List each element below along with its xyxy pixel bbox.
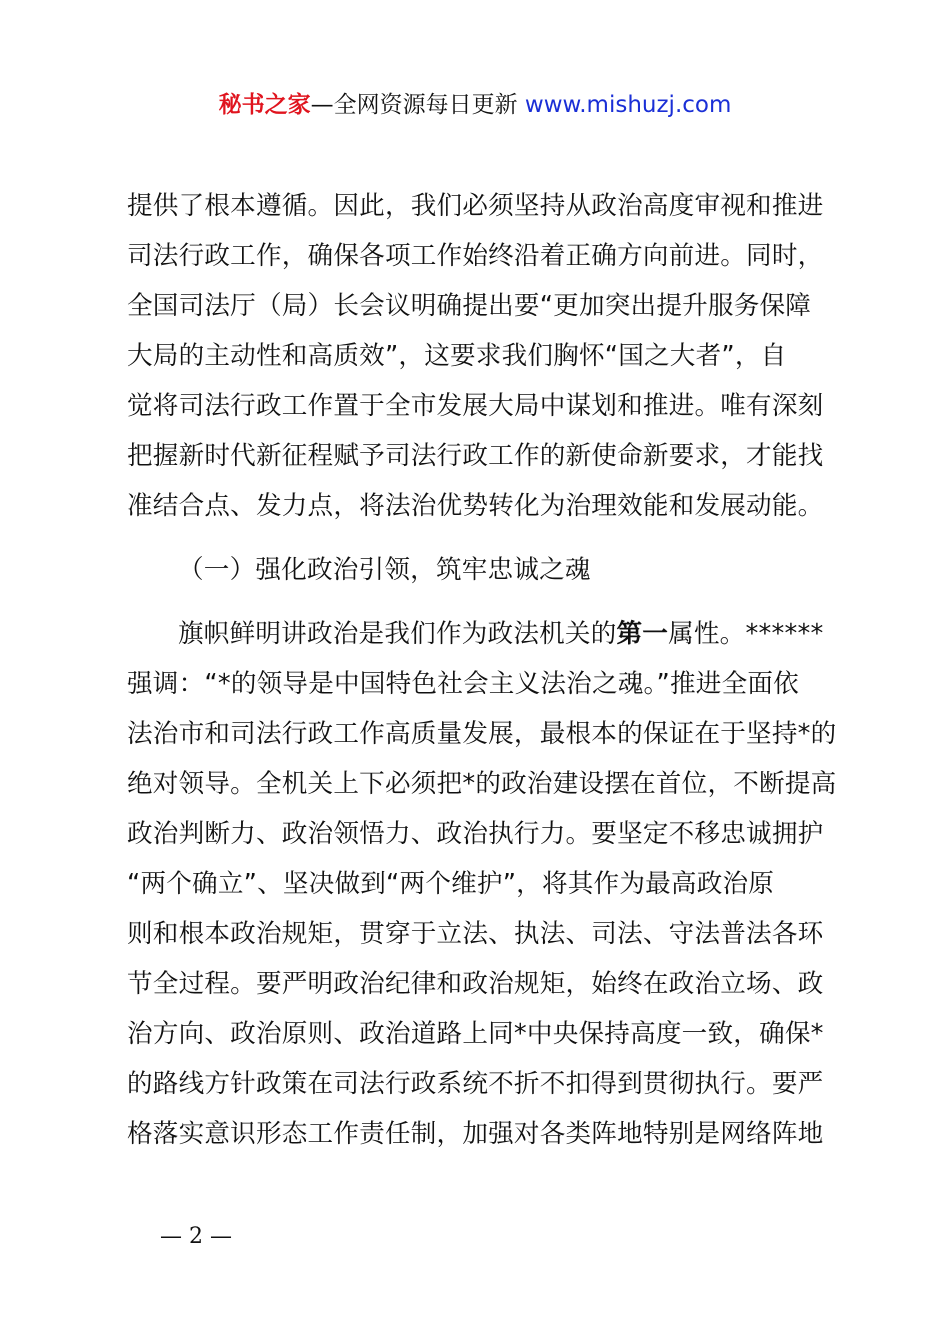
text-line: 则和根本政治规矩，贯穿于立法、执法、司法、守法普法各环: [127, 919, 824, 949]
paragraph-1: [127, 181, 833, 531]
text-line: 强调：“*的领导是中国特色社会主义法治之魂。”推进全面依: [127, 669, 799, 699]
site-header: [0, 88, 950, 122]
text-segment: 旗帜鲜明讲政治是我们作为政法机关的: [178, 619, 617, 649]
bold-text: 第一: [616, 619, 669, 649]
text-line: 节全过程。要严明政治纪律和政治规矩，始终在政治立场、政: [127, 969, 824, 999]
paragraph-2: [127, 609, 837, 1159]
text-line: 准结合点、发力点，将法治优势转化为治理效能和发展动能。: [127, 491, 824, 521]
header-tagline: —全网资源每日更新: [310, 92, 525, 118]
text-line: 觉将司法行政工作置于全市发展大局中谋划和推进。唯有深刻: [127, 391, 824, 421]
text-line: 大局的主动性和高质效”，这要求我们胸怀“国之大者”，自: [127, 341, 787, 371]
brand-name: 秘书之家: [218, 92, 311, 118]
text-line: “两个确立”、坚决做到“两个维护”，将其作为最高政治原: [127, 869, 775, 899]
text-line: 治方向、政治原则、政治道路上同*中央保持高度一致，确保*: [127, 1019, 824, 1049]
text-line: 全国司法厅（局）长会议明确提出要“更加突出提升服务保障: [127, 291, 812, 321]
document-body: [127, 181, 837, 1159]
text-line: 政治判断力、政治领悟力、政治执行力。要坚定不移忠诚拥护: [127, 819, 824, 849]
text-segment: 属性。******: [668, 619, 824, 649]
section-heading: （一）强化政治引领，筑牢忠诚之魂: [178, 555, 591, 585]
text-line: 提供了根本遵循。因此，我们必须坚持从政治高度审视和推进: [127, 191, 824, 221]
text-line: 的路线方针政策在司法行政系统不折不扣得到贯彻执行。要严: [127, 1069, 824, 1099]
text-line-first: [127, 609, 833, 659]
text-line: 格落实意识形态工作责任制，加强对各类阵地特别是网络阵地: [127, 1119, 824, 1149]
site-url-link[interactable]: www.mishuzj.com: [524, 92, 732, 118]
text-line: 司法行政工作，确保各项工作始终沿着正确方向前进。同时，: [127, 241, 824, 271]
text-line: 绝对领导。全机关上下必须把*的政治建设摆在首位，不断提高: [127, 769, 837, 799]
text-line: 把握新时代新征程赋予司法行政工作的新使命新要求，才能找: [127, 441, 824, 471]
text-line: 法治市和司法行政工作高质量发展，最根本的保证在于坚持*的: [127, 719, 837, 749]
page-number: — 2 —: [160, 1224, 232, 1249]
